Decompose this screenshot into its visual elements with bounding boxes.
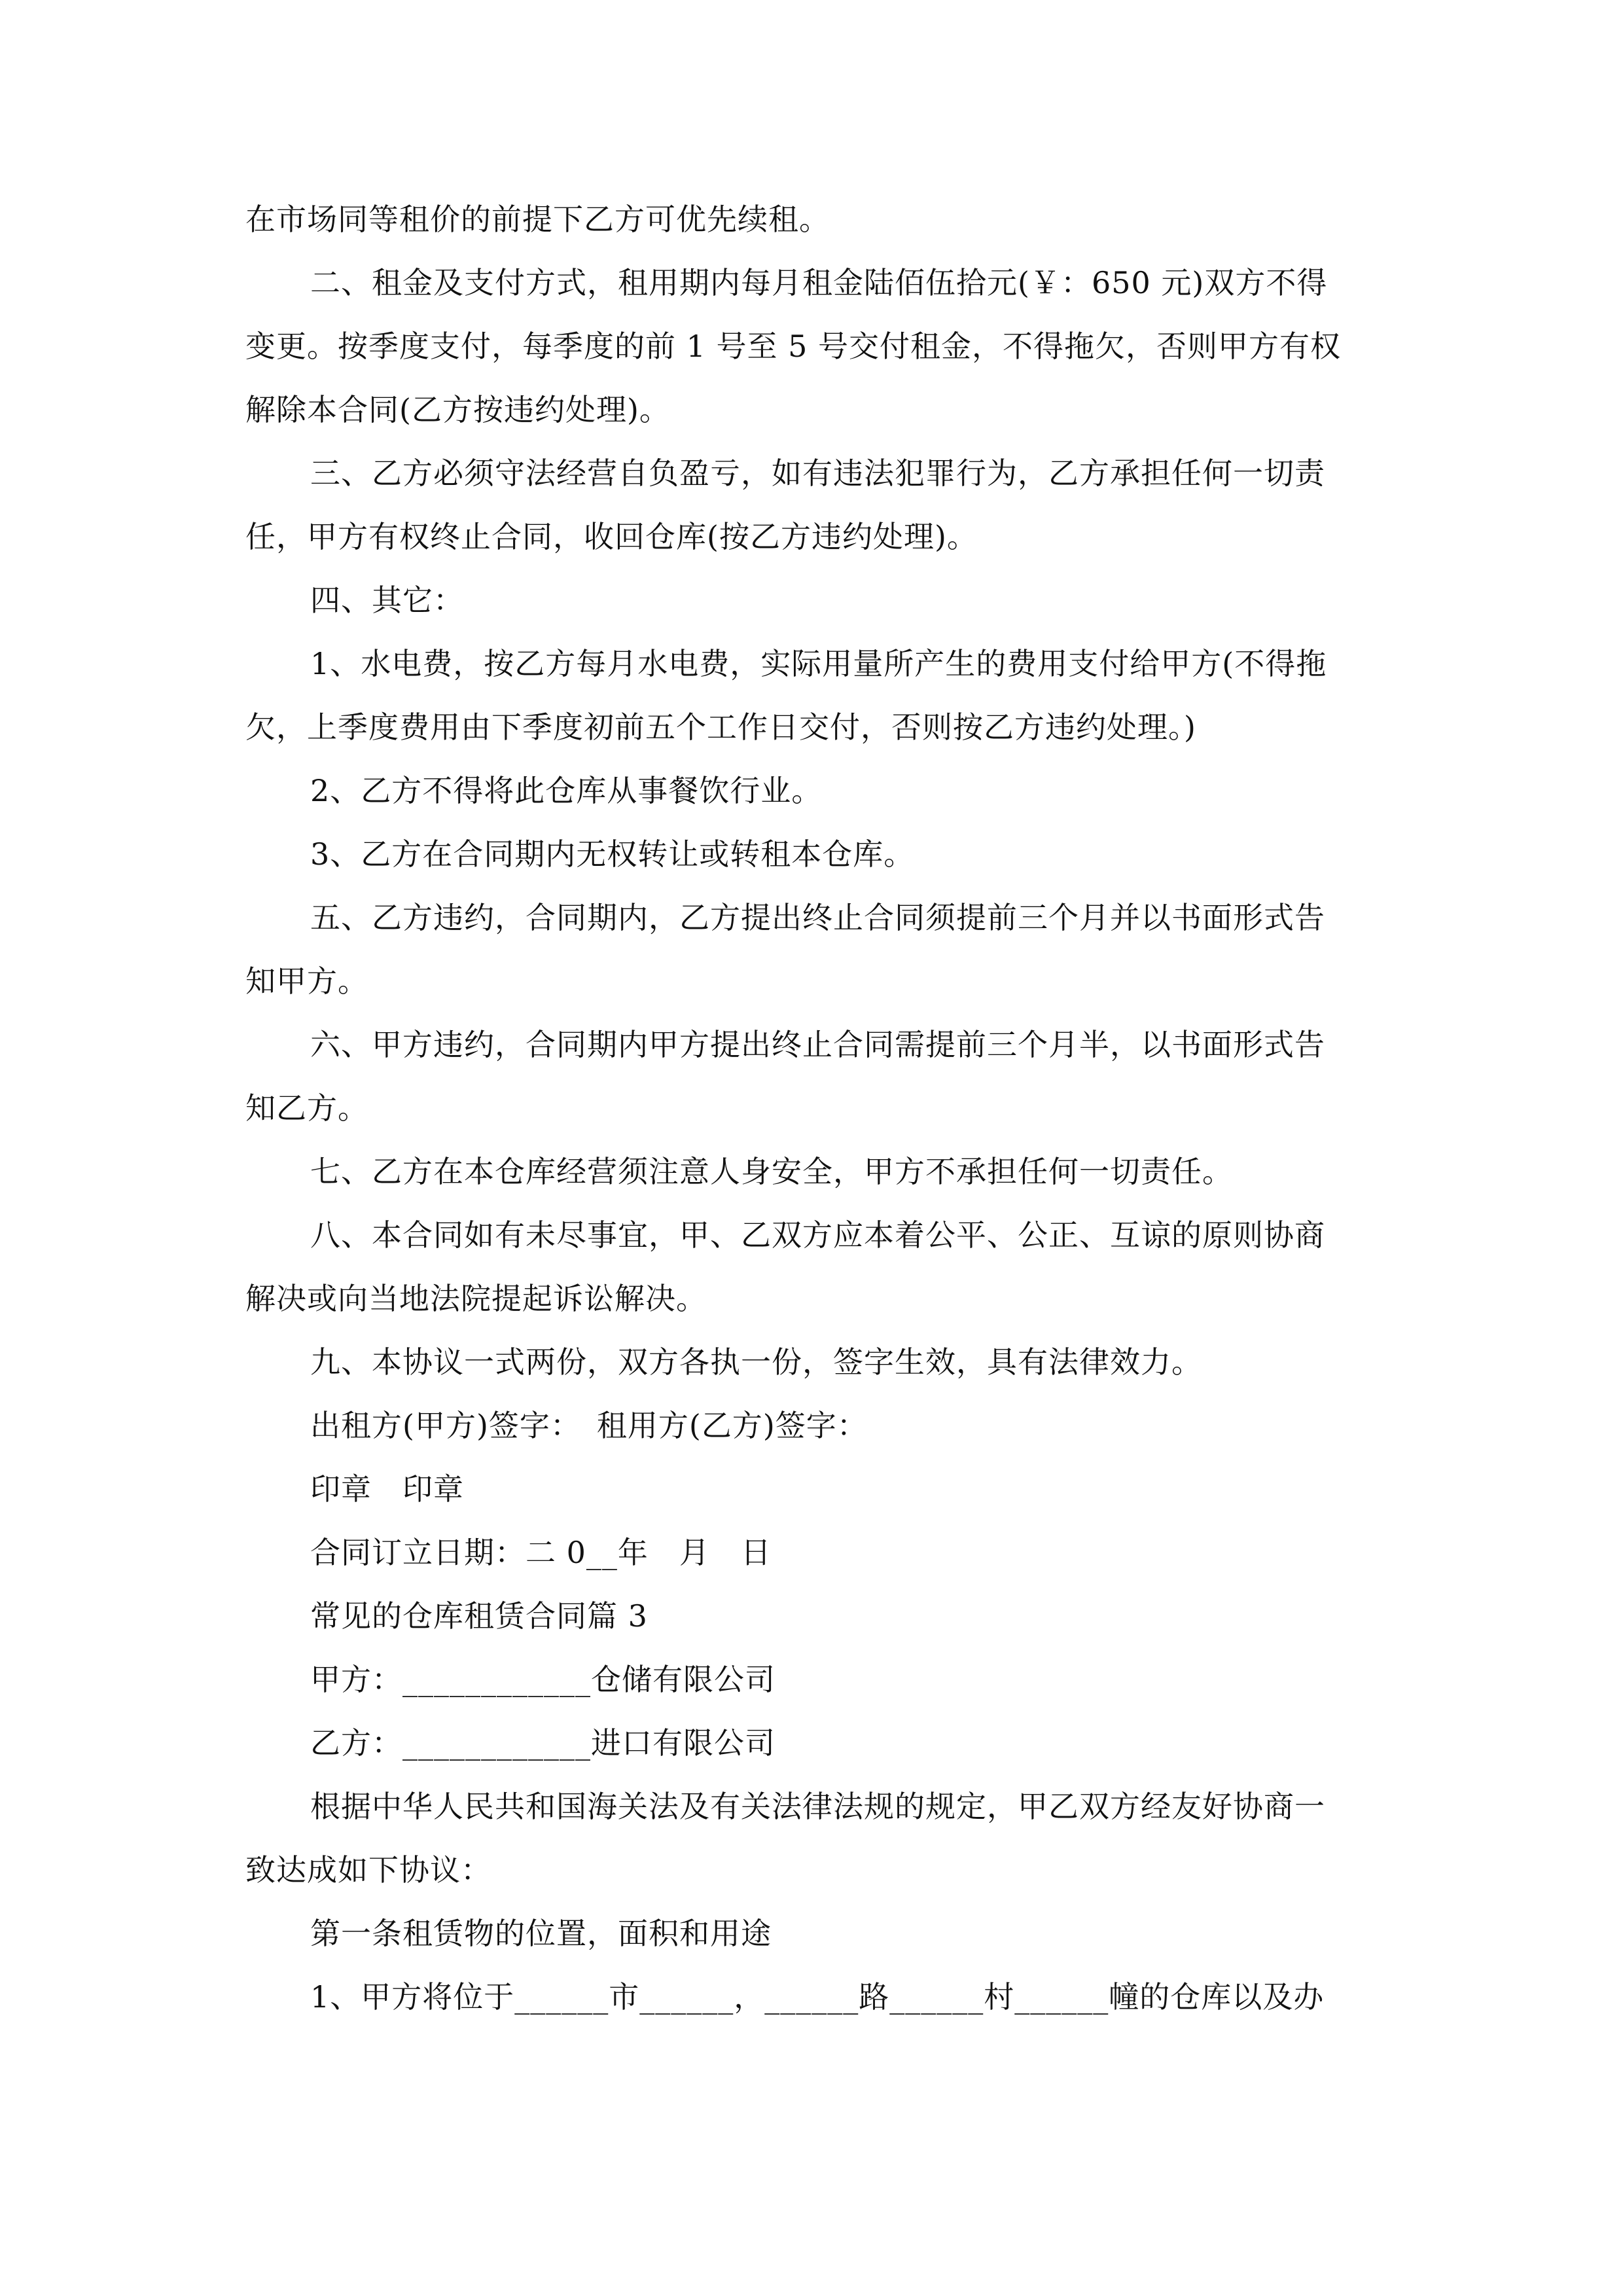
paragraph-line: 2、乙方不得将此仓库从事餐饮行业。 — [310, 773, 823, 808]
paragraph-line: 解除本合同(乙方按违约处理)。 — [245, 392, 670, 427]
paragraph-line: 1、水电费，按乙方每月水电费，实际用量所产生的费用支付给甲方(不得拖 — [310, 646, 1327, 681]
paragraph-line: 1、甲方将位于______市______，______路______村______幢的仓库以及办 — [310, 1979, 1325, 2015]
paragraph-line: 在市场同等租价的前提下乙方可优先续租。 — [245, 202, 830, 237]
article-heading: 第一条租赁物的位置，面积和用途 — [310, 1916, 772, 1951]
date-line: 合同订立日期：二 0__年 月 日 — [310, 1535, 772, 1570]
paragraph-line: 九、本协议一式两份，双方各执一份，签字生效，具有法律效力。 — [310, 1344, 1202, 1380]
seal-line: 印章 印章 — [310, 1471, 464, 1507]
paragraph-line: 知乙方。 — [245, 1090, 368, 1126]
paragraph-line: 欠，上季度费用由下季度初前五个工作日交付，否则按乙方违约处理。) — [245, 709, 1196, 745]
party-a-line: 甲方：____________仓储有限公司 — [310, 1662, 776, 1697]
paragraph-line: 七、乙方在本仓库经营须注意人身安全，甲方不承担任何一切责任。 — [310, 1154, 1233, 1189]
paragraph-line: 变更。按季度支付，每季度的前 1 号至 5 号交付租金，不得拖欠，否则甲方有权 — [245, 329, 1342, 364]
paragraph-line: 三、乙方必须守法经营自负盈亏，如有违法犯罪行为，乙方承担任何一切责 — [310, 456, 1325, 491]
paragraph-line: 3、乙方在合同期内无权转让或转租本仓库。 — [310, 836, 915, 872]
paragraph-line: 根据中华人民共和国海关法及有关法律法规的规定，甲乙双方经友好协商一 — [310, 1789, 1325, 1824]
paragraph-line: 任，甲方有权终止合同，收回仓库(按乙方违约处理)。 — [245, 519, 978, 554]
signature-line: 出租方(甲方)签字： 租用方(乙方)签字： — [310, 1408, 868, 1443]
paragraph-line: 八、本合同如有未尽事宜，甲、乙双方应本着公平、公正、互谅的原则协商 — [310, 1217, 1325, 1253]
paragraph-line: 解决或向当地法院提起诉讼解决。 — [245, 1281, 707, 1316]
paragraph-line: 知甲方。 — [245, 963, 368, 999]
paragraph-line: 六、甲方违约，合同期内甲方提出终止合同需提前三个月半，以书面形式告 — [310, 1027, 1325, 1062]
paragraph-line: 致达成如下协议： — [245, 1852, 491, 1888]
party-b-line: 乙方：____________进口有限公司 — [310, 1725, 776, 1761]
section-title: 常见的仓库租赁合同篇 3 — [310, 1598, 648, 1634]
paragraph-line: 四、其它： — [310, 583, 464, 618]
paragraph-line: 二、租金及支付方式，租用期内每月租金陆佰伍拾元(￥：650 元)双方不得 — [310, 265, 1328, 300]
paragraph-line: 五、乙方违约，合同期内，乙方提出终止合同须提前三个月并以书面形式告 — [310, 900, 1325, 935]
